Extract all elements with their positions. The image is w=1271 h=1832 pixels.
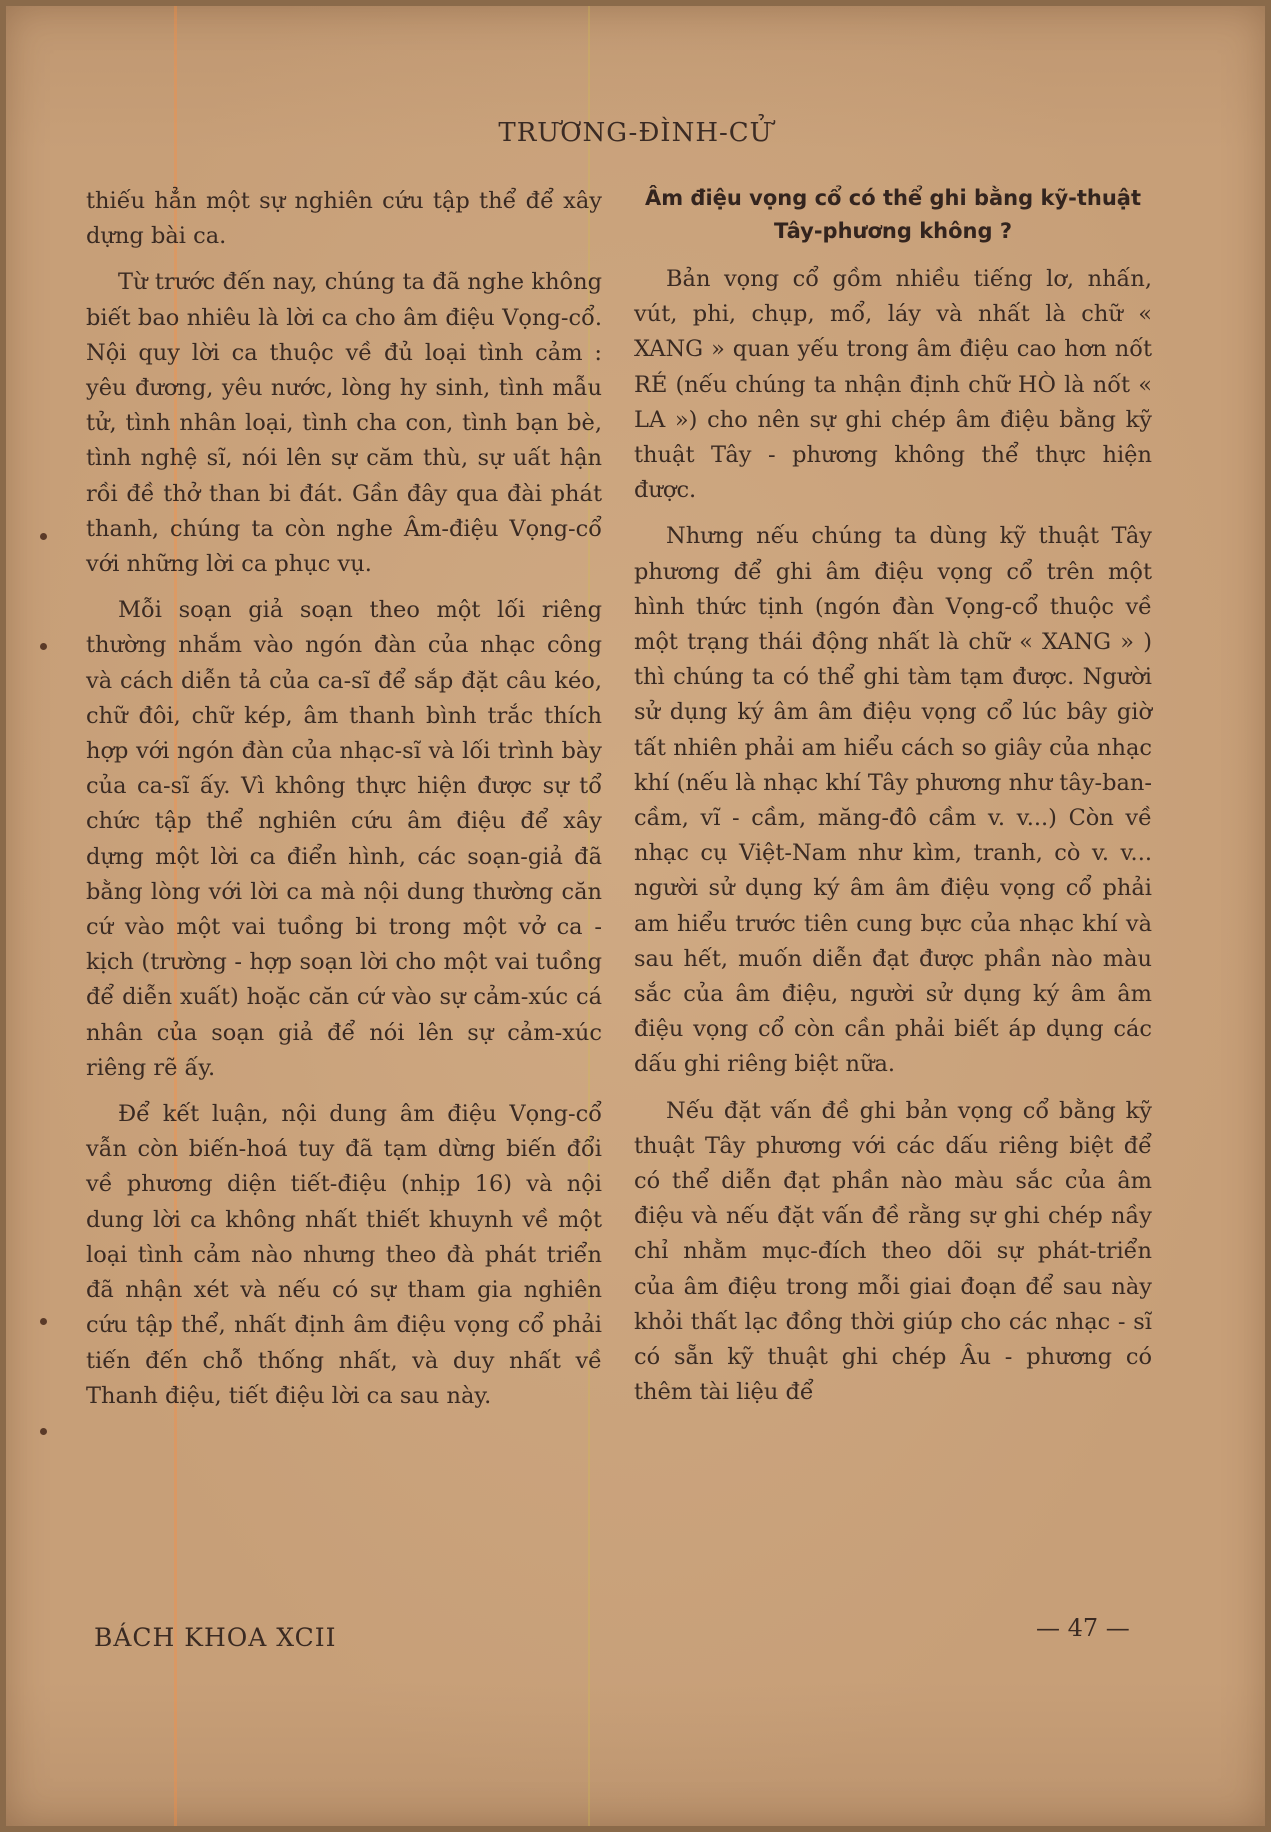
punch-hole-dot: [40, 1318, 47, 1325]
document-page: [6, 6, 1265, 1826]
paragraph: Mỗi soạn giả soạn theo một lối riêng thường nhắm vào ngón đàn của nhạc công và cách diễn tả của ca-sĩ để sắp đặt câu kéo, chữ đôi, chữ kép, âm thanh bình trắc thích hợp với ngón đàn của nhạc-sĩ và lối trình bày của ca-sĩ ấy. Vì không thực hiện được sự tổ chức tập thể nghiên cứu âm điệu để xây dựng một lời ca điển hình, các soạn-giả đã bằng lòng với lời ca mà nội dung thường căn cứ vào một vai tuồng bi trong một vở ca - kịch (trường - hợp soạn lời cho một vai tuồng để diễn xuất) hoặc căn cứ vào sự cảm-xúc cá nhân của soạn giả để nói lên sự cảm-xúc riêng rẽ ấy.: [86, 597, 602, 1081]
paragraph: Bản vọng cổ gồm nhiều tiếng lơ, nhấn, vút, phi, chụp, mổ, láy và nhất là chữ « XANG » quan yếu trong âm điệu cao hơn nốt RÉ (nếu chúng ta nhận định chữ HÒ là nốt « LA ») cho nên sự ghi chép âm điệu bằng kỹ thuật Tây - phương không thể thực hiện được.: [634, 266, 1152, 504]
paragraph: Để kết luận, nội dung âm điệu Vọng-cổ vẫn còn biến-hoá tuy đã tạm dừng biến đổi về phương diện tiết-điệu (nhịp 16) và nội dung lời ca không nhất thiết khuynh về một loại tình cảm nào nhưng theo đà phát triển đã nhận xét và nếu có sự tham gia nghiên cứu tập thể, nhất định âm điệu vọng cổ phải tiến đến chỗ thống nhất, và duy nhất về Thanh điệu, tiết điệu lời ca sau này.: [86, 1101, 602, 1409]
paragraph: Từ trước đến nay, chúng ta đã nghe không biết bao nhiêu là lời ca cho âm điệu Vọng-cổ. Nội quy lời ca thuộc về đủ loại tình cảm : yêu đương, yêu nước, lòng hy sinh, tình mẫu tử, tình nhân loại, tình cha con, tình bạn bè, tình nghệ sĩ, nói lên sự căm thù, sự uất hận rồi đề thở than bi đát. Gần đây qua đài phát thanh, chúng ta còn nghe Âm-điệu Vọng-cổ với những lời ca phục vụ.: [86, 269, 602, 578]
paragraph: Nếu đặt vấn đề ghi bản vọng cổ bằng kỹ thuật Tây phương với các dấu riêng biệt để có thể diễn đạt phần nào màu sắc của âm điệu và nếu đặt vấn đề rằng sự ghi chép nầy chỉ nhằm mục-đích theo dõi sự phát-triển của âm điệu trong mỗi giai đoạn để sau này khỏi thất lạc đồng thời giúp cho các nhạc - sĩ có sẵn kỹ thuật ghi chép Âu - phương có thêm tài liệu để: [634, 1097, 1152, 1406]
page-number: — 47 —: [1036, 1614, 1130, 1642]
punch-hole-dot: [40, 533, 47, 540]
punch-hole-dot: [40, 643, 47, 650]
section-heading: Âm điệu vọng cổ có thể ghi bằng kỹ-thuật Tây-phương không ?: [644, 186, 1141, 243]
running-header: TRƯƠNG-ĐÌNH-CỬ: [498, 118, 773, 148]
punch-hole-dot: [40, 1428, 47, 1435]
publication-name: BÁCH KHOA XCII: [94, 1623, 337, 1652]
paragraph: thiếu hẳn một sự nghiên cứu tập thể để xây dựng bài ca.: [86, 188, 602, 250]
left-column: [86, 184, 602, 1425]
right-column: [634, 182, 1152, 1422]
paragraph: Nhưng nếu chúng ta dùng kỹ thuật Tây phương để ghi âm điệu vọng cổ trên một hình thức tịnh (ngón đàn Vọng-cổ thuộc về một trạng thái động nhất là chữ « XANG » ) thì chúng ta có thể ghi tàm tạm được. Người sử dụng ký âm âm điệu vọng cổ lúc bây giờ tất nhiên phải am hiểu cách so giây của nhạc khí (nếu là nhạc khí Tây phương như tây-ban-cầm, vĩ - cầm, măng-đô cầm v. v...) Còn về nhạc cụ Việt-Nam như kìm, tranh, cò v. v... người sử dụng ký âm âm điệu vọng cổ phải am hiểu trước tiên cung bực của nhạc khí và sau hết, muốn diễn đạt được phần nào màu sắc của âm điệu, người sử dụng ký âm âm điệu vọng cổ còn cần phải biết áp dụng các dấu ghi riêng biệt nữa.: [634, 523, 1152, 1078]
